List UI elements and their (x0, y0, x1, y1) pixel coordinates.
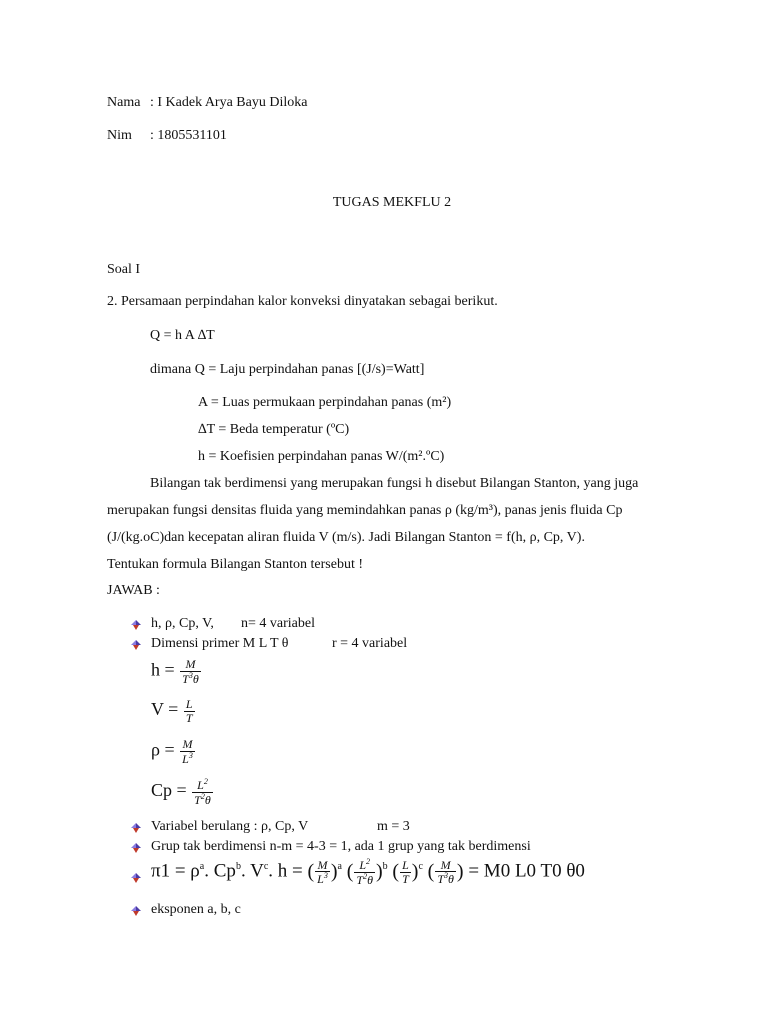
document-title: TUGAS MEKFLU 2 (332, 195, 452, 210)
dimensionless-groups: Grup tak berdimensi n-m = 4-3 = 1, ada 1 grup yang tak berdimensi (151, 839, 531, 854)
paragraph-line-4: Tentukan formula Bilangan Stanton tersebut ! (107, 557, 364, 572)
bullet-arrow-icon (130, 822, 142, 834)
primary-dimensions: Dimensi primer M L T θ (151, 636, 289, 651)
paragraph-line-1: Bilangan tak berdimensi yang merupakan fungsi h disebut Bilangan Stanton, yang juga (150, 476, 639, 491)
definition-delta-t: ∆T = Beda temperatur (ºC) (198, 422, 350, 437)
formula-rho: ρ = $\frac{M}{L^3}$ (151, 737, 193, 766)
bullet-arrow-icon (130, 905, 142, 917)
definition-q: dimana Q = Laju perpindahan panas [(J/s)=Watt] (150, 362, 425, 377)
definition-h: h = Koefisien perpindahan panas W/(m².ºC) (198, 449, 445, 464)
repeating-count: m = 3 (377, 819, 410, 834)
definition-a: A = Luas permukaan perpindahan panas (m²) (198, 395, 452, 410)
repeating-variables: Variabel berulang : ρ, Cp, V (151, 819, 309, 834)
nim-label: Nim (107, 128, 132, 143)
question-intro: 2. Persamaan perpindahan kalor konveksi dinyatakan sebagai berikut. (107, 294, 498, 309)
name-label: Nama (107, 95, 141, 110)
variables-list: h, ρ, Cp, V, (151, 616, 214, 631)
name-value: : I Kadek Arya Bayu Diloka (150, 95, 308, 110)
formula-v: V = $\frac{L}{T}$ (151, 697, 193, 725)
dimension-count: r = 4 variabel (332, 636, 408, 651)
bullet-arrow-icon (130, 639, 142, 651)
variable-count: n= 4 variabel (241, 616, 315, 631)
exponents-label: eksponen a, b, c (151, 902, 241, 917)
answer-label: JAWAB : (107, 583, 160, 598)
formula-h: h = $\frac{M}{T^3\theta}$ (151, 657, 199, 686)
bullet-arrow-icon (130, 842, 142, 854)
pi-group-formula: $\pi 1 = \rho^a$. Cp$^b$. $V^c$. h = ( $\frac{M}{L^3}$ )$^a$ ( $\frac{L^2}{T^2\theta}$ )$^b$ ( $\frac{L}{T}$ )$^c$ ( $\frac{M}{T^3\theta}$ ) = M0 L0 T0 θ0 (151, 857, 585, 887)
nim-value: : 1805531101 (150, 128, 227, 143)
bullet-arrow-icon (130, 619, 142, 631)
section-heading: Soal I (107, 262, 141, 277)
bullet-arrow-icon (130, 872, 142, 884)
paragraph-line-2: merupakan fungsi densitas fluida yang memindahkan panas ρ (kg/m³), panas jenis fluida Cp (107, 503, 623, 518)
formula-cp: Cp = $\frac{L^2}{T^2\theta}$ (151, 777, 211, 807)
heat-equation: Q = h A ∆T (150, 328, 215, 343)
paragraph-line-3: (J/(kg.oC)dan kecepatan aliran fluida V (m/s). Jadi Bilangan Stanton = f(h, ρ, Cp, V). (107, 530, 585, 545)
